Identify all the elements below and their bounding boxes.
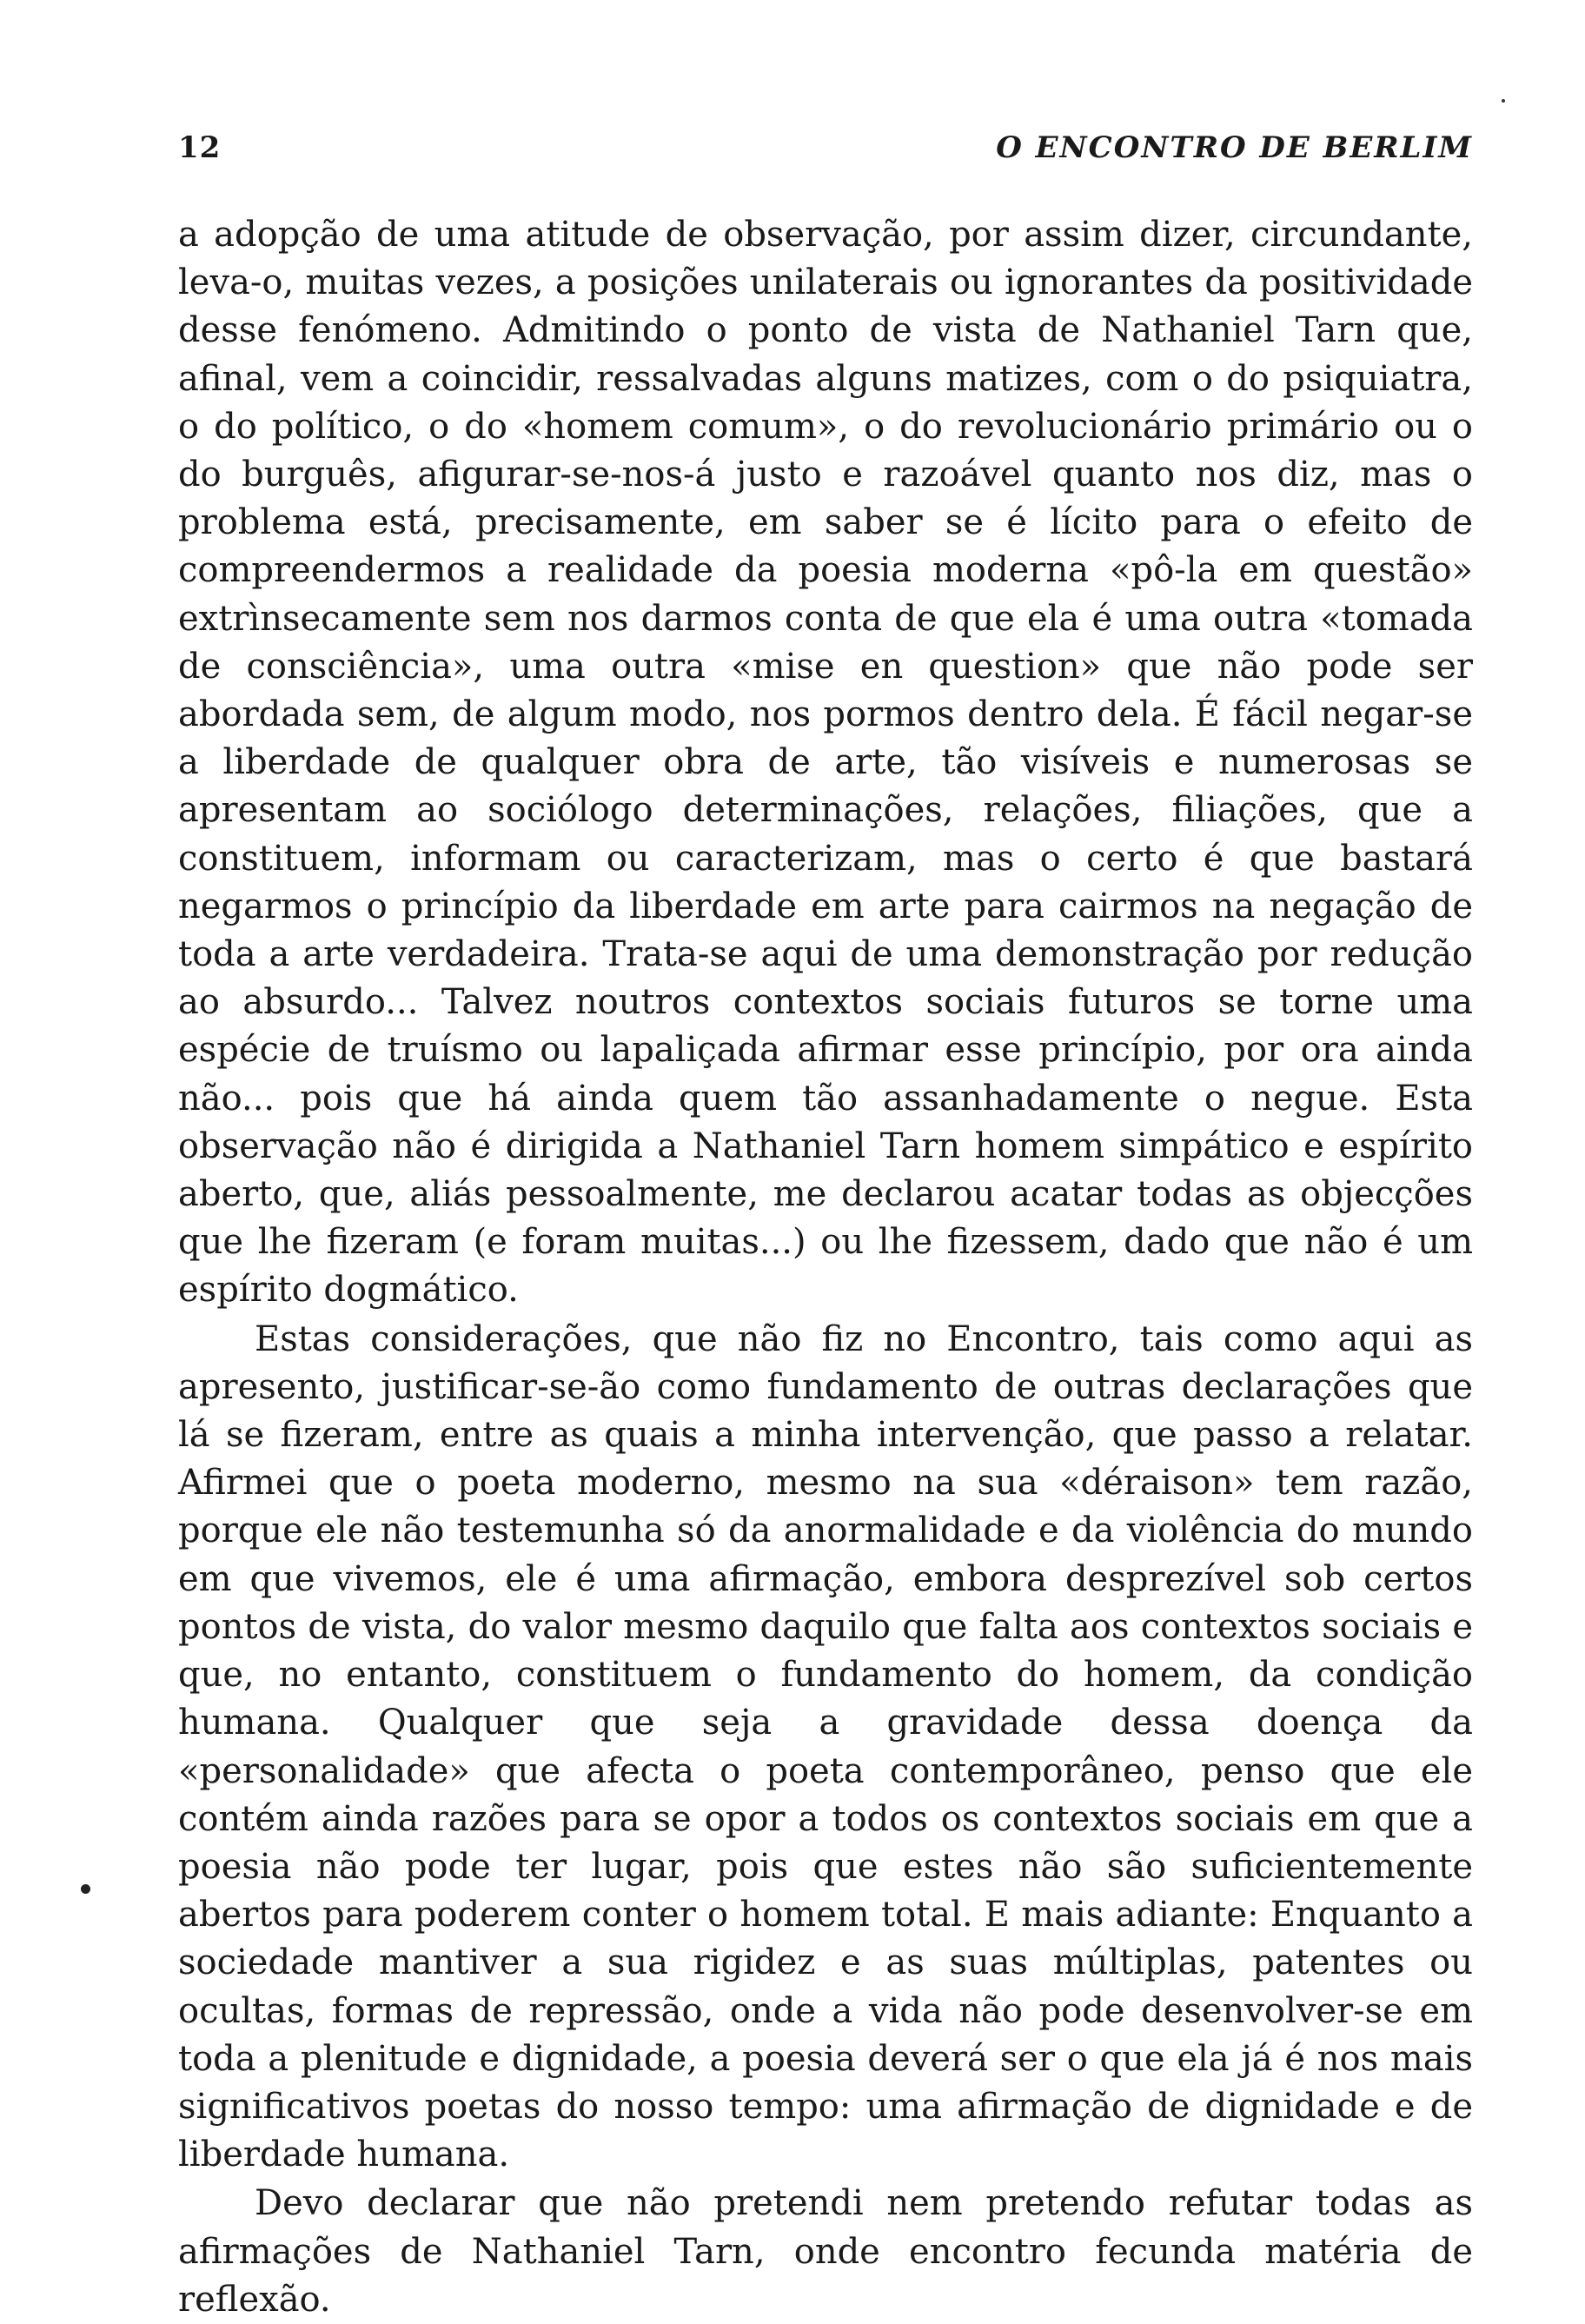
page-number: 12 xyxy=(178,130,222,165)
ink-speck xyxy=(1502,99,1505,103)
margin-dot xyxy=(81,1884,90,1894)
paragraph-continued: a adopção de uma atitude de observação, por assim dizer, circundante, leva-o, muitas vezes, a posições unilaterais ou ignorantes da positividade desse fenómeno. Admitindo o ponto de vista de Nathaniel Tarn que, afinal, vem a coincidir, ressalvadas alguns matizes, com o do psiquiatra, o do político, o do «homem comum», o do revolucionário primário ou o do burguês, afigurar-se-nos-á justo e razoável quanto nos diz, mas o problema está, precisamente, em saber se é lícito para o efeito de compreendermos a realidade da poesia moderna «pô-la em questão» extrìnsecamente sem nos darmos conta de que ela é uma outra «tomada de consciência», uma outra «mise en question» que não pode ser abordada sem, de algum modo, nos pormos dentro dela. É fácil negar-se a liberdade de qualquer obra de arte, tão visíveis e numerosas se apresentam ao sociólogo determinações, relações, filiações, que a constituem, informam ou caracterizam, mas o certo é que bastará negarmos o princípio da liberdade em arte para cairmos na negação de toda a arte verdadeira. Trata-se aqui de uma demonstração por redução ao absurdo... Talvez noutros contextos sociais futuros se torne uma espécie de truísmo ou lapaliçada afirmar esse princípio, por ora ainda não... pois que há ainda quem tão assanhadamente o negue. Esta observação não é dirigida a Nathaniel Tarn homem simpático e espírito aberto, que, aliás pessoalmente, me declarou acatar todas as objecções que lhe fizeram (e foram muitas...) ou lhe fizessem, dado que não é um espírito dogmático. xyxy=(178,215,1473,1311)
running-title: O ENCONTRO DE BERLIM xyxy=(996,130,1473,165)
paragraph-considerations: Estas considerações, que não fiz no Encontro, tais como aqui as apresento, justificar-se-ão como fundamento de outras declarações que lá se fizeram, entre as quais a minha intervenção, que passo a relatar. Afirmei que o poeta moderno, mesmo na sua «déraison» tem razão, porque ele não testemunha só da anormalidade e da violência do mundo em que vivemos, ele é uma afirmação, embora desprezível sob certos pontos de vista, do valor mesmo daquilo que falta aos contextos sociais e que, no entanto, constituem o fundamento do homem, da condição humana. Qualquer que seja a gravidade dessa doença da «personalidade» que afecta o poeta contemporâneo, penso que ele contém ainda razões para se opor a todos os contextos sociais em que a poesia não pode ter lugar, pois que estes não são suficientemente abertos para poderem conter o homem total. E mais adiante: Enquanto a sociedade mantiver a sua rigidez e as suas múltiplas, patentes ou ocultas, formas de repressão, onde a vida não pode desenvolver-se em toda a plenitude e dignidade, a poesia deverá ser o que ela já é nos mais significativos poetas do nosso tempo: uma afirmação de dignidade e de liberdade humana. xyxy=(178,1318,1473,2175)
running-header xyxy=(178,122,1473,174)
body-text xyxy=(178,211,1473,2324)
paragraph-declaration: Devo declarar que não pretendi nem pretendo refutar todas as afirmações de Nathaniel Tarn, onde encontro fecunda matéria de reflexão. xyxy=(178,2183,1473,2320)
